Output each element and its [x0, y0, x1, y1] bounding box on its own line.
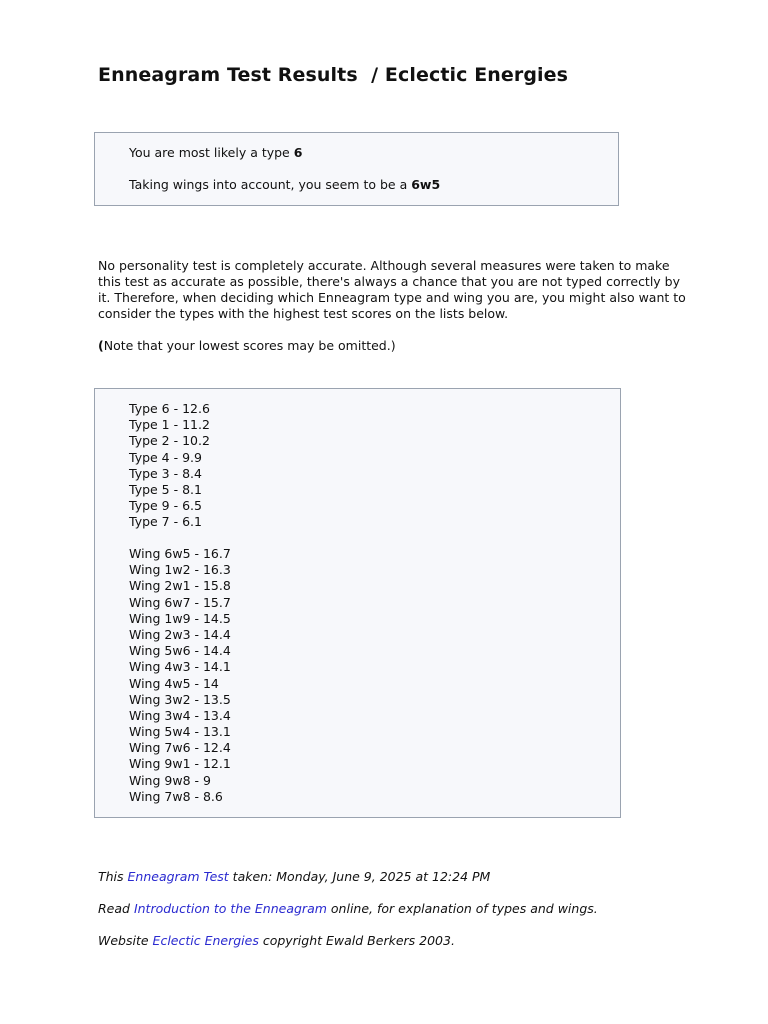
note-open-paren: ( [98, 338, 104, 353]
introduction-suffix: online, for explanation of types and wings. [326, 901, 598, 916]
introduction-line [98, 901, 598, 916]
type-score-item: Type 2 - 10.2 [129, 433, 210, 449]
type-score-item: Type 5 - 8.1 [129, 481, 202, 497]
website-prefix: Website [98, 933, 153, 948]
type-score-item: Type 9 - 6.5 [129, 498, 202, 514]
wing-score-item: Wing 9w1 - 12.1 [129, 756, 231, 772]
wing-value: 6w5 [411, 177, 441, 192]
wing-score-item: Wing 7w6 - 12.4 [129, 740, 231, 756]
wing-score-item: Wing 5w6 - 14.4 [129, 643, 231, 659]
wing-prefix: Taking wings into account, you seem to be a [129, 177, 412, 192]
test-taken-prefix: This [98, 869, 128, 884]
wing-score-item: Wing 3w2 - 13.5 [129, 691, 231, 707]
type-value: 6 [293, 145, 303, 160]
test-taken-line [98, 869, 490, 884]
wing-score-item: Wing 4w3 - 14.1 [129, 659, 231, 675]
introduction-enneagram-link[interactable]: Introduction to the Enneagram [133, 901, 327, 916]
wing-score-item: Wing 1w9 - 14.5 [129, 610, 231, 626]
type-score-item: Type 4 - 9.9 [129, 449, 202, 465]
eclectic-energies-link[interactable]: Eclectic Energies [152, 933, 259, 948]
wing-score-item: Wing 6w5 - 16.7 [129, 546, 231, 561]
wing-score-list [129, 546, 231, 805]
test-taken-date: taken: Monday, June 9, 2025 at 12:24 PM [228, 869, 491, 884]
scores-box [94, 388, 621, 818]
type-score-item: Type 3 - 8.4 [129, 465, 202, 481]
type-with-wing [129, 177, 440, 192]
wing-score-item: Wing 5w4 - 13.1 [129, 724, 231, 740]
disclaimer-text: No personality test is completely accurate. Although several measures were taken to make this test as accurate as possible, there's always a chance that you are not typed correctly by it. Therefore, when deciding which Enneagram type and wing you are, you might also want to consider the types with the highest test scores on the lists below. [98, 258, 686, 321]
copyright-line [98, 933, 455, 948]
wing-score-item: Wing 1w2 - 16.3 [129, 562, 231, 578]
wing-score-item: Wing 7w8 - 8.6 [129, 788, 223, 804]
note-text: Note that your lowest scores may be omitted.) [103, 338, 396, 353]
type-score-item: Type 6 - 12.6 [129, 401, 210, 416]
result-box [94, 132, 619, 206]
wing-score-item: Wing 2w1 - 15.8 [129, 578, 231, 594]
wing-score-item: Wing 4w5 - 14 [129, 675, 219, 691]
omitted-scores-note [98, 338, 396, 354]
wing-score-item: Wing 6w7 - 15.7 [129, 594, 231, 610]
most-likely-type [129, 145, 302, 160]
enneagram-test-link[interactable]: Enneagram Test [127, 869, 229, 884]
type-prefix: You are most likely a type [129, 145, 294, 160]
copyright-text: copyright Ewald Berkers 2003. [258, 933, 455, 948]
type-score-item: Type 7 - 6.1 [129, 514, 202, 530]
wing-score-item: Wing 2w3 - 14.4 [129, 626, 231, 642]
wing-score-item: Wing 9w8 - 9 [129, 772, 211, 788]
page-title: Enneagram Test Results / Eclectic Energies [98, 64, 569, 86]
type-score-item: Type 1 - 11.2 [129, 417, 210, 433]
wing-score-item: Wing 3w4 - 13.4 [129, 707, 231, 723]
type-score-list [129, 401, 210, 531]
introduction-prefix: Read [98, 901, 134, 916]
